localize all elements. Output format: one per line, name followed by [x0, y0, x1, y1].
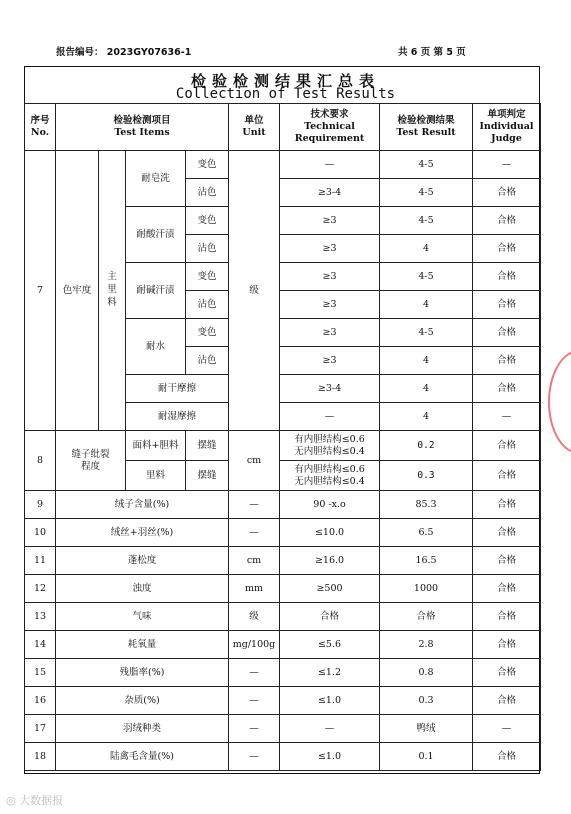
- unit-cell: cm: [229, 431, 280, 491]
- row-no: 8: [25, 431, 56, 491]
- result-cell: 鸭绒: [380, 715, 473, 743]
- unit-cell: —: [229, 687, 280, 715]
- table-row: [25, 715, 541, 743]
- judge-cell: 合格: [473, 603, 541, 631]
- row-no: 9: [25, 491, 56, 519]
- judge-cell: —: [473, 715, 541, 743]
- requirement-cell: ≥3-4: [280, 179, 380, 207]
- item-name: 色牢度: [56, 151, 99, 431]
- judge-cell: 合格: [473, 235, 541, 263]
- judge-cell: 合格: [473, 575, 541, 603]
- watermark-text: 大数据报: [19, 794, 64, 807]
- row-no: 14: [25, 631, 56, 659]
- result-cell: 6.5: [380, 519, 473, 547]
- seam-type: 摆缝: [186, 461, 229, 491]
- table-row: [25, 603, 541, 631]
- row-no: 16: [25, 687, 56, 715]
- sub-item: 沾色: [186, 347, 229, 375]
- row-no: 13: [25, 603, 56, 631]
- sub-item: 沾色: [186, 235, 229, 263]
- item-name: 缝子纰裂 程度: [56, 431, 126, 491]
- unit-cell: mg/100g: [229, 631, 280, 659]
- judge-cell: 合格: [473, 659, 541, 687]
- sub-item: 变色: [186, 263, 229, 291]
- header-judge: 单项判定 Individual Judge: [473, 104, 541, 151]
- requirement-cell: 有内胆结构≤0.6 无内胆结构≤0.4: [280, 461, 380, 491]
- table-row: [25, 519, 541, 547]
- result-cell: 4: [380, 235, 473, 263]
- result-cell: 0.3: [380, 461, 473, 491]
- judge-cell: —: [473, 403, 541, 431]
- item-name: 耗氧量: [56, 631, 229, 659]
- group-name: 耐湿摩擦: [126, 403, 229, 431]
- item-name: 浊度: [56, 575, 229, 603]
- result-cell: 2.8: [380, 631, 473, 659]
- result-cell: 4-5: [380, 151, 473, 179]
- requirement-cell: ≤1.0: [280, 743, 380, 771]
- requirement-cell: ≤5.6: [280, 631, 380, 659]
- unit-cell: 级: [229, 603, 280, 631]
- watermark: [6, 792, 63, 808]
- requirement-cell: 合格: [280, 603, 380, 631]
- row-no: 17: [25, 715, 56, 743]
- result-cell: 4: [380, 403, 473, 431]
- title-chinese: 检验检测结果汇总表: [190, 72, 380, 90]
- item-name: 气味: [56, 603, 229, 631]
- item-name: 陆禽毛含量(%): [56, 743, 229, 771]
- sub-item: 变色: [186, 319, 229, 347]
- requirement-cell: ≥3-4: [280, 375, 380, 403]
- material-label: 主 里 料: [99, 151, 126, 431]
- result-cell: 4-5: [380, 263, 473, 291]
- judge-cell: 合格: [473, 291, 541, 319]
- requirement-cell: ≥3: [280, 319, 380, 347]
- unit-cell: mm: [229, 575, 280, 603]
- row-no: 15: [25, 659, 56, 687]
- header-requirement: 技术要求 Technical Requirement: [280, 104, 380, 151]
- requirement-cell: ≥3: [280, 263, 380, 291]
- item-name: 残脂率(%): [56, 659, 229, 687]
- judge-cell: 合格: [473, 207, 541, 235]
- unit-cell: —: [229, 743, 280, 771]
- table-header-row: [25, 104, 541, 151]
- sub-item: 变色: [186, 151, 229, 179]
- requirement-cell: ≥3: [280, 207, 380, 235]
- result-cell: 0.8: [380, 659, 473, 687]
- judge-cell: 合格: [473, 319, 541, 347]
- table-row: [25, 491, 541, 519]
- requirement-cell: ≥3: [280, 347, 380, 375]
- header-unit: 单位 Unit: [229, 104, 280, 151]
- result-cell: 4-5: [380, 207, 473, 235]
- requirement-cell: ≥3: [280, 291, 380, 319]
- judge-cell: 合格: [473, 461, 541, 491]
- header-item: 检验检测项目 Test Items: [56, 104, 229, 151]
- result-cell: 4-5: [380, 179, 473, 207]
- camera-icon: ◎: [6, 794, 16, 807]
- judge-cell: 合格: [473, 631, 541, 659]
- requirement-cell: ≤1.0: [280, 687, 380, 715]
- group-name: 耐碱汗渍: [126, 263, 186, 319]
- seam-type: 摆缝: [186, 431, 229, 461]
- judge-cell: 合格: [473, 687, 541, 715]
- result-cell: 4: [380, 291, 473, 319]
- table-row: [25, 575, 541, 603]
- item-name: 绒丝+羽丝(%): [56, 519, 229, 547]
- judge-cell: 合格: [473, 431, 541, 461]
- result-cell: 0.3: [380, 687, 473, 715]
- requirement-cell: 有内胆结构≤0.6 无内胆结构≤0.4: [280, 431, 380, 461]
- unit-cell: —: [229, 519, 280, 547]
- table-row: [25, 743, 541, 771]
- unit-cell: cm: [229, 547, 280, 575]
- header-no: 序号 No.: [25, 104, 56, 151]
- item-name: 羽绒种类: [56, 715, 229, 743]
- table-row: [25, 547, 541, 575]
- group-name: 耐皂洗: [126, 151, 186, 207]
- result-cell: 4-5: [380, 319, 473, 347]
- requirement-cell: 90 -x.o: [280, 491, 380, 519]
- part-name: 面料+胆料: [126, 431, 186, 461]
- row-no: 12: [25, 575, 56, 603]
- table-row: [25, 687, 541, 715]
- judge-cell: 合格: [473, 519, 541, 547]
- result-cell: 16.5: [380, 547, 473, 575]
- judge-cell: 合格: [473, 263, 541, 291]
- row-no: 11: [25, 547, 56, 575]
- row-no: 10: [25, 519, 56, 547]
- item-name: 蓬松度: [56, 547, 229, 575]
- requirement-cell: ≤1.2: [280, 659, 380, 687]
- requirement-cell: ≤10.0: [280, 519, 380, 547]
- result-cell: 0.1: [380, 743, 473, 771]
- unit-cell: —: [229, 715, 280, 743]
- judge-cell: 合格: [473, 179, 541, 207]
- judge-cell: 合格: [473, 491, 541, 519]
- result-cell: 0.2: [380, 431, 473, 461]
- title-english: Collection of Test Results: [175, 86, 396, 102]
- group-name: 耐干摩擦: [126, 375, 229, 403]
- part-name: 里料: [126, 461, 186, 491]
- sub-item: 沾色: [186, 179, 229, 207]
- judge-cell: 合格: [473, 743, 541, 771]
- requirement-cell: ≥16.0: [280, 547, 380, 575]
- group-name: 耐酸汗渍: [126, 207, 186, 263]
- unit-cell: 级: [229, 151, 280, 431]
- page-info: 共 6 页 第 5 页: [398, 47, 466, 58]
- result-cell: 85.3: [380, 491, 473, 519]
- judge-cell: —: [473, 151, 541, 179]
- result-cell: 合格: [380, 603, 473, 631]
- item-name: 绒子含量(%): [56, 491, 229, 519]
- unit-cell: —: [229, 659, 280, 687]
- requirement-cell: ≥500: [280, 575, 380, 603]
- report-number: 报告编号： 2023GY07636-1: [56, 47, 192, 58]
- stamp-border: [548, 350, 571, 454]
- item-name: 杂质(%): [56, 687, 229, 715]
- row-no: 18: [25, 743, 56, 771]
- result-cell: 4: [380, 347, 473, 375]
- result-cell: 1000: [380, 575, 473, 603]
- judge-cell: 合格: [473, 347, 541, 375]
- table-row: [25, 659, 541, 687]
- row-no: 7: [25, 151, 56, 431]
- unit-cell: —: [229, 491, 280, 519]
- judge-cell: 合格: [473, 547, 541, 575]
- header-result: 检验检测结果 Test Result: [380, 104, 473, 151]
- requirement-cell: —: [280, 403, 380, 431]
- result-cell: 4: [380, 375, 473, 403]
- official-stamp: [548, 350, 571, 450]
- group-name: 耐水: [126, 319, 186, 375]
- sub-item: 变色: [186, 207, 229, 235]
- results-table: [24, 103, 541, 771]
- table-row: [25, 631, 541, 659]
- judge-cell: 合格: [473, 375, 541, 403]
- requirement-cell: —: [280, 151, 380, 179]
- requirement-cell: ≥3: [280, 235, 380, 263]
- sub-item: 沾色: [186, 291, 229, 319]
- requirement-cell: —: [280, 715, 380, 743]
- table-row: [25, 431, 541, 461]
- table-row: [25, 151, 541, 179]
